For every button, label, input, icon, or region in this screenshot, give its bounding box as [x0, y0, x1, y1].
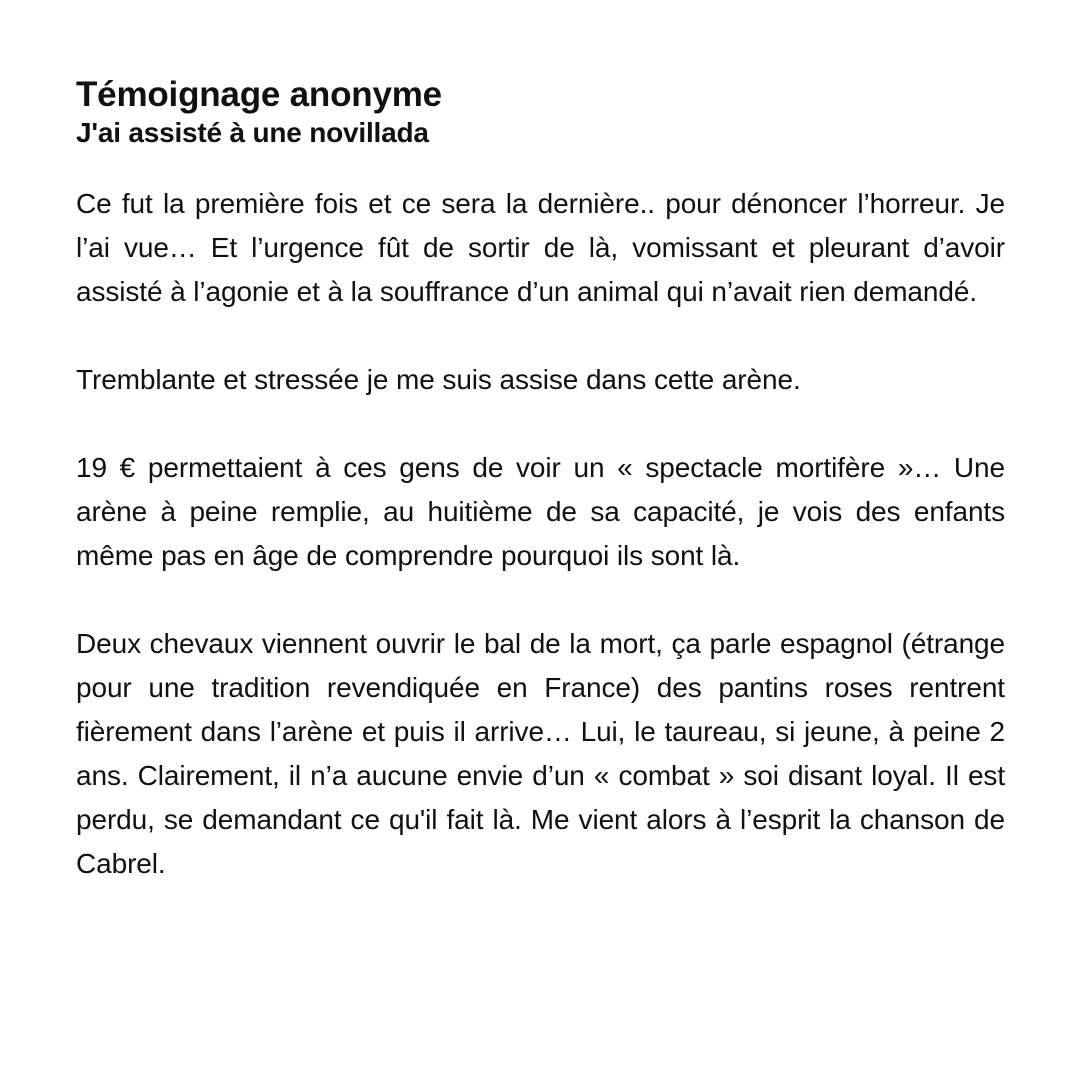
article [76, 74, 1005, 886]
paragraph-2: Tremblante et stressée je me suis assise dans cette arène. [76, 364, 801, 395]
paragraph-1: Ce fut la première fois et ce sera la dernière.. pour dénoncer l’horreur. Je l’ai vue… Et l’urgence fût de sortir de là, vomissant et pleurant d’avoir assisté à l’agonie et à la souffrance d’un animal qui n’avait rien demandé. [76, 188, 1005, 307]
article-subtitle: J'ai assisté à une novillada [76, 117, 429, 148]
paragraph-4: Deux chevaux viennent ouvrir le bal de la mort, ça parle espagnol (étrange pour une tradition revendiquée en France) des pantins roses rentrent fièrement dans l’arène et puis il arrive… Lui, le taureau, si jeune, à peine 2 ans. Clairement, il n’a aucune envie d’un « combat » soi disant loyal. Il est perdu, se demandant ce qu'il fait là. Me vient alors à l’esprit la chanson de Cabrel. [76, 628, 1005, 879]
paragraph-3: 19 € permettaient à ces gens de voir un « spectacle mortifère »… Une arène à peine remplie, au huitième de sa capacité, je vois des enfants même pas en âge de comprendre pourquoi ils sont là. [76, 452, 1005, 571]
article-body [76, 182, 1005, 886]
article-title: Témoignage anonyme [76, 75, 442, 114]
